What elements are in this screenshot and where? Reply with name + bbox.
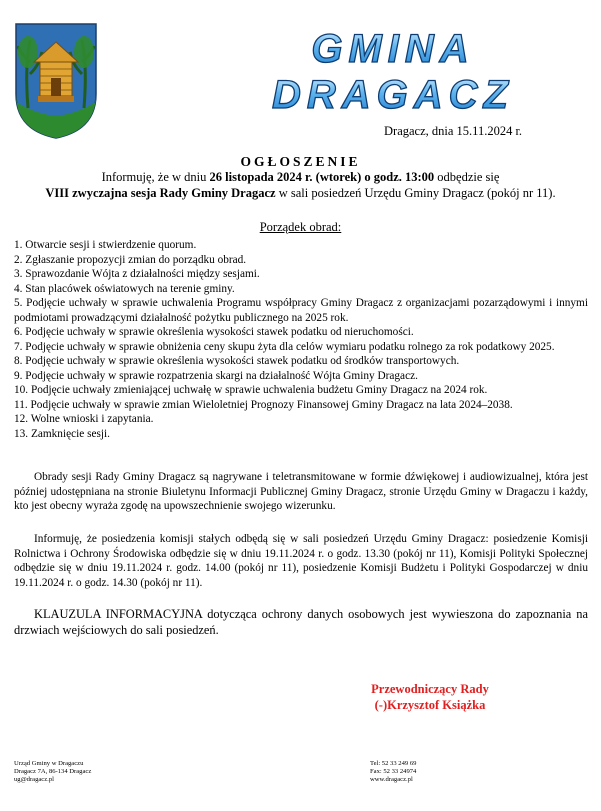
intro [0,169,601,201]
intro-line-2 [0,185,601,201]
agenda-item: 5. Podjęcie uchwały w sprawie uchwalenia Programu współpracy Gminy Dragacz z organizacjami pozarządowymi i innymi podmiotami prowadzącymi działalność pożytku publicznego na 2025 rok. [14,297,588,324]
footer-email[interactable]: ug@dragacz.pl [14,776,54,783]
document-title: OGŁOSZENIE [240,154,361,169]
recording-notice: Obrady sesji Rady Gminy Dragacz są nagrywane i teletransmitowane w formie dźwiękowej i audiowizualnej, która jest później udostępniana na stronie Biuletynu Informacji Publicznej Gminy Dragacz, stronie Urzędu Gminy w Dragaczu i każdy, kto jest obecny wyraża zgodę na upowszechnienie swojego wizerunku. [14,471,588,512]
information-clause: KLAUZULA INFORMACYJNA dotycząca ochrony danych osobowych jest wywieszona do zapoznania na drzwiach wejściowych do sali posiedzeń. [14,607,588,637]
gmina-dragacz-wordart [252,22,534,114]
intro-text: Informuję, że w dniu [101,170,210,184]
intro-date-bold: 26 listopada 2024 r. (wtorek) o godz. 13:00 [209,170,435,184]
logo-line-1: GMINA [311,27,475,71]
signature [338,681,522,713]
agenda-item: 8. Podjęcie uchwały w sprawie określenia wysokości stawek podatku od środków transportowych. [14,355,460,367]
agenda-list [14,238,588,441]
signature-name: (-)Krzysztof Książka [374,698,486,712]
intro-session-bold: VIII zwyczajna sesja Rady Gminy Dragacz [45,186,276,200]
agenda-item: 1. Otwarcie sesji i stwierdzenie quorum. [14,239,197,251]
footer-street: Dragacz 7A, 86-134 Dragacz [14,768,92,775]
intro-text: odbędzie się [434,170,500,184]
agenda-item: 12. Wolne wnioski i zapytania. [14,413,154,425]
document-date: Dragacz, dnia 15.11.2024 r. [384,124,523,138]
footer-contact [370,760,416,784]
agenda-heading: Porządek obrad: [259,220,342,234]
agenda-item: 3. Sprawozdanie Wójta z działalności między sesjami. [14,268,260,280]
coat-of-arms [14,22,98,140]
footer-address [14,760,91,784]
agenda-item: 13. Zamknięcie sesji. [14,427,110,440]
logo-line-2: DRAGACZ [272,73,514,114]
footer-website[interactable]: www.dragacz.pl [370,776,413,783]
intro-line-1 [0,169,601,185]
agenda-item: 7. Podjęcie uchwały w sprawie obniżenia ceny skupu żyta dla celów wymiaru podatku rolnego za rok podatkowy 2025. [14,340,555,353]
signature-role: Przewodniczący Rady [371,682,489,696]
agenda-item: 6. Podjęcie uchwały w sprawie określenia wysokości stawek podatku od nieruchomości. [14,326,414,338]
agenda-item: 11. Podjęcie uchwały w sprawie zmian Wieloletniej Prognozy Finansowej Gminy Dragacz na lata 2024–2038. [14,398,513,411]
footer-phone: Tel: 52 33 249 69 [370,760,417,767]
footer-office: Urząd Gminy w Dragaczu [14,760,84,767]
agenda-item: 9. Podjęcie uchwały w sprawie rozpatrzenia skargi na działalność Wójta Gminy Dragacz. [14,369,418,382]
agenda-item: 4. Stan placówek oświatowych na terenie gminy. [14,282,235,295]
intro-text: w sali posiedzeń Urzędu Gminy Dragacz (pokój nr 11). [275,186,556,200]
footer-fax: Fax: 52 33 24974 [370,768,417,775]
agenda-item: 2. Zgłaszanie propozycji zmian do porządku obrad. [14,253,247,266]
committees-notice: Informuję, że posiedzenia komisji stałych odbędą się w sali posiedzeń Urzędu Gminy Dragacz: posiedzenie Komisji Rolnictwa i Ochrony Środowiska odbędzie się w dniu 19.11.2024 r. o godz. 13.30 (pokój nr 11), Komisji Polityki Społecznej odbędzie się w dniu 19.11.2024 r. godz. 14.00 (pokój nr 11), posiedzenie Komisji Budżetu i Polityki Gospodarczej w dniu 19.11.2024 r. o godz. 14.30 (pokój nr 11). [14,533,588,589]
agenda-item: 10. Podjęcie uchwały zmieniającej uchwałę w sprawie uchwalenia budżetu Gminy Dragacz na 2024 rok. [14,384,488,396]
